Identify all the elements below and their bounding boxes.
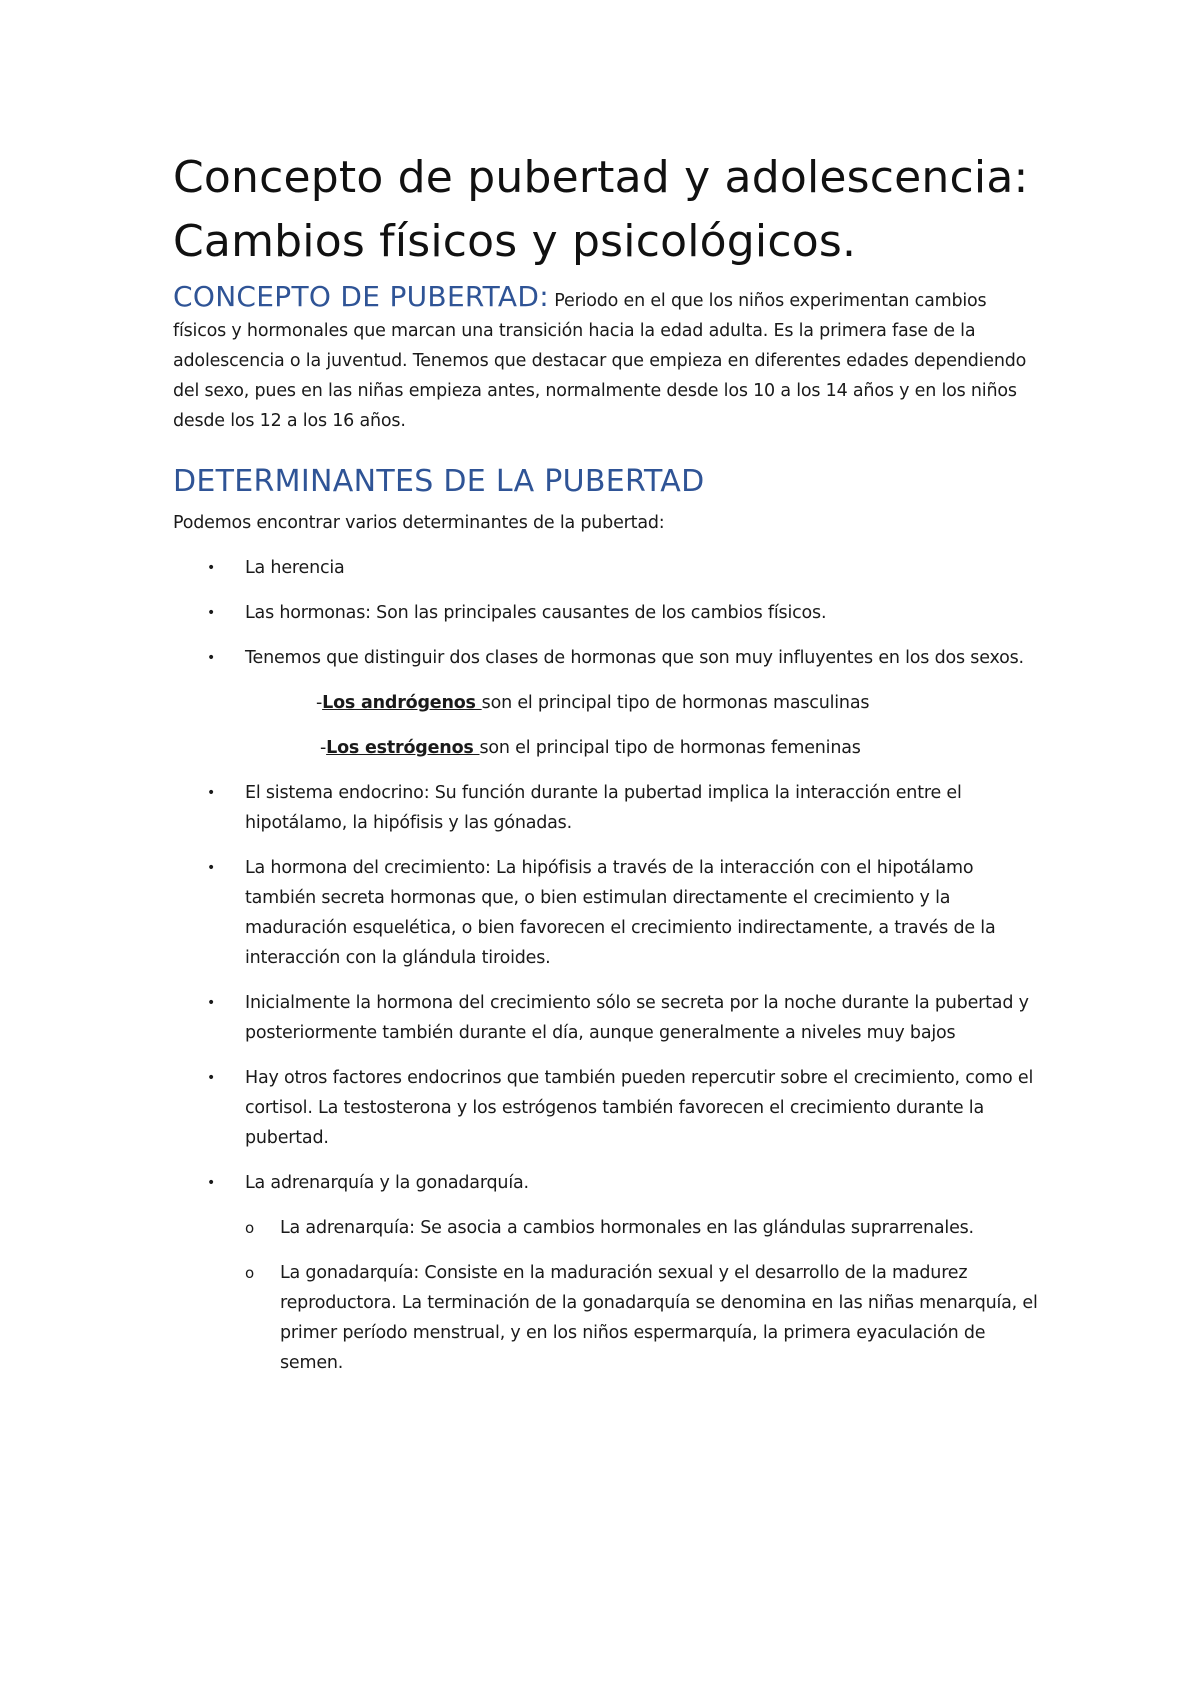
bullet-icon: • [207, 650, 216, 666]
list-item-text: Inicialmente la hormona del crecimiento sólo se secreta por la noche durante la pubertad y posteriormente también durante el día, aunque generalmente a niveles muy bajos [245, 993, 1029, 1043]
list-item-text: La herencia [245, 558, 345, 578]
androgenos-dash: - [316, 693, 323, 713]
concepto-paragraph [173, 282, 1043, 436]
page-title: Concepto de pubertad y adolescencia: Cambios físicos y psicológicos. [173, 152, 1029, 267]
estrogenos-line [173, 733, 1043, 763]
list-item-text: La adrenarquía y la gonadarquía. [245, 1173, 529, 1193]
list-item [173, 988, 1043, 1048]
list-item [173, 643, 1043, 673]
list-item [173, 778, 1043, 838]
concepto-label: CONCEPTO DE PUBERTAD: [173, 280, 549, 313]
list-item [173, 853, 1043, 973]
list-item-text: Las hormonas: Son las principales causantes de los cambios físicos. [245, 603, 827, 623]
sub-list-item [173, 1213, 1043, 1243]
sub-list-item-text: La gonadarquía: Consiste en la maduración sexual y el desarrollo de la madurez reproductora. La terminación de la gonadarquía se denomina en las niñas menarquía, el primer período menstrual, y en los niños espermarquía, la primera eyaculación de semen. [280, 1263, 1038, 1373]
androgenos-line [173, 688, 1043, 718]
concepto-text: Periodo en el que los niños experimentan cambios físicos y hormonales que marcan una transición hacia la edad adulta. Es la primera fase de la adolescencia o la juventud. Tenemos que destacar que empieza en diferentes edades dependiendo del sexo, pues en las niñas empieza antes, normalmente desde los 10 a los 14 años y en los niños desde los 12 a los 16 años. [173, 291, 1027, 431]
list-item [173, 553, 1043, 583]
sub-list [173, 1213, 1043, 1378]
list-item [173, 1168, 1043, 1198]
list-item [173, 1063, 1043, 1153]
determinantes-heading: DETERMINANTES DE LA PUBERTAD [173, 464, 705, 499]
determinantes-list-continued [173, 778, 1043, 1198]
bullet-icon: • [207, 785, 216, 801]
bullet-icon: • [207, 1175, 216, 1191]
list-item-text: El sistema endocrino: Su función durante la pubertad implica la interacción entre el hipotálamo, la hipófisis y las gónadas. [245, 783, 962, 833]
bullet-icon: • [207, 605, 216, 621]
estrogenos-term: Los estrógenos [326, 738, 480, 758]
circle-bullet-icon: o [245, 1219, 254, 1237]
list-item-text: La hormona del crecimiento: La hipófisis a través de la interacción con el hipotálamo también secreta hormonas que, o bien estimulan directamente el crecimiento y la maduración esquelética, o bien favorecen el crecimiento indirectamente, a través de la interacción con la glándula tiroides. [245, 858, 996, 968]
androgenos-text: son el principal tipo de hormonas masculinas [481, 693, 870, 713]
sub-list-item-text: La adrenarquía: Se asocia a cambios hormonales en las glándulas suprarrenales. [280, 1218, 974, 1238]
list-item-text: Tenemos que distinguir dos clases de hormonas que son muy influyentes en los dos sexos. [245, 648, 1024, 668]
list-item-text: Hay otros factores endocrinos que también pueden repercutir sobre el crecimiento, como el cortisol. La testosterona y los estrógenos también favorecen el crecimiento durante la pubertad. [245, 1068, 1034, 1148]
document-body [173, 146, 1043, 1378]
sub-list-item [173, 1258, 1043, 1378]
bullet-icon: • [207, 560, 216, 576]
bullet-icon: • [207, 995, 216, 1011]
androgenos-term: Los andrógenos [322, 693, 482, 713]
estrogenos-dash: - [320, 738, 327, 758]
list-item [173, 598, 1043, 628]
bullet-icon: • [207, 1070, 216, 1086]
determinantes-intro: Podemos encontrar varios determinantes de la pubertad: [173, 513, 665, 533]
determinantes-list [173, 553, 1043, 673]
estrogenos-text: son el principal tipo de hormonas femeninas [479, 738, 861, 758]
bullet-icon: • [207, 860, 216, 876]
circle-bullet-icon: o [245, 1264, 254, 1282]
